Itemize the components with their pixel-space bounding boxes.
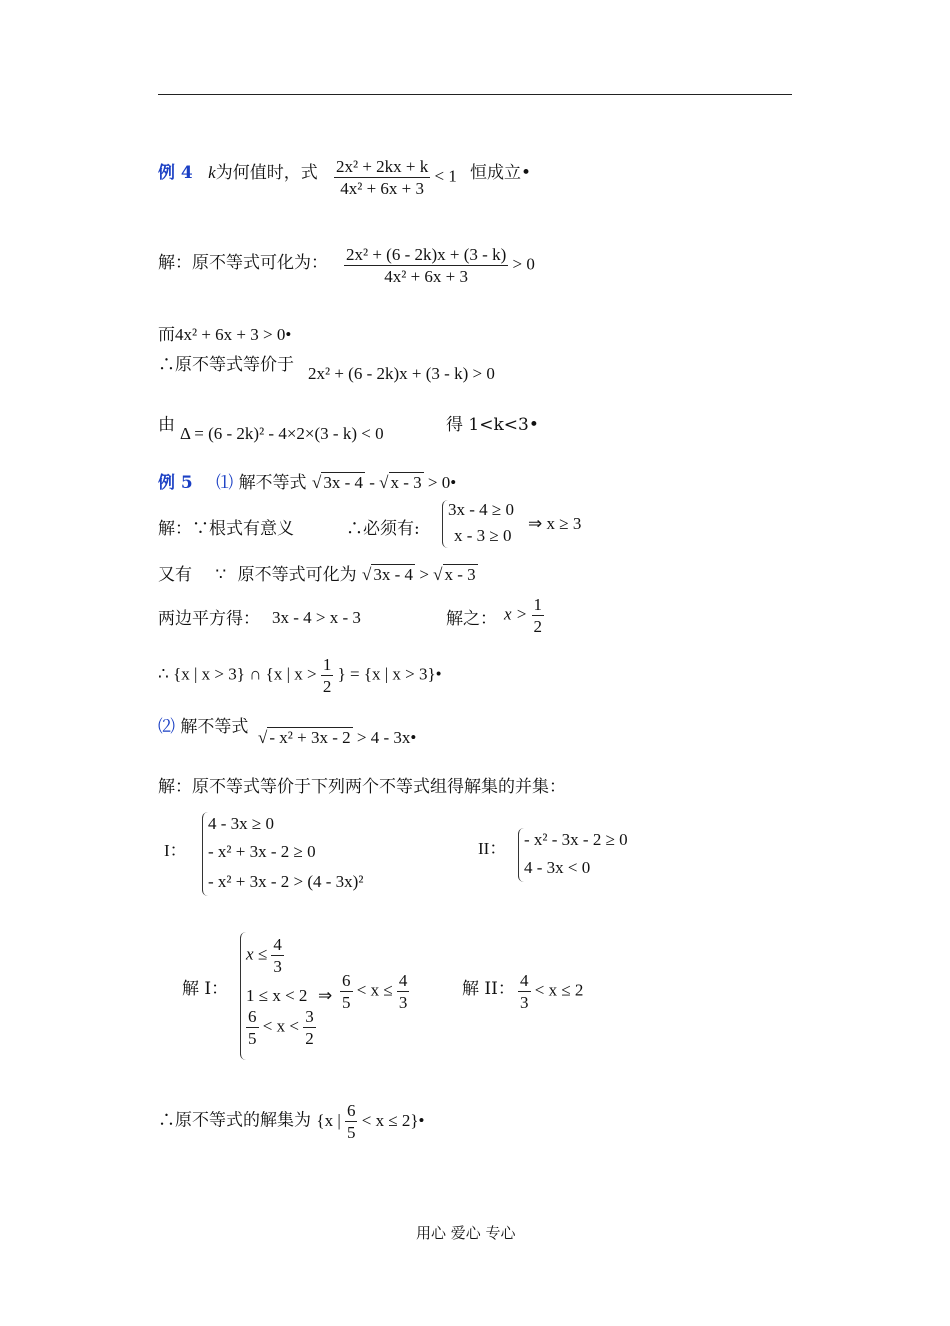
intersection-half-num: 1	[321, 654, 334, 676]
solve-1-result	[340, 970, 409, 1014]
solution-4-numerator: 2x² + (6 - 2k)x + (3 - k)	[344, 244, 508, 266]
solve-2-result	[518, 970, 583, 1014]
solve-1-row-3	[246, 1006, 316, 1050]
solution-4-line3-math: 2x² + (6 - 2k)x + (3 - k) > 0	[308, 364, 495, 383]
also-rewrite-text: 原不等式可化为	[237, 565, 357, 585]
variable-k: k	[208, 163, 216, 182]
intersection-half-den: 2	[322, 677, 332, 697]
solution-4-denominator: 4x² + 6x + 3	[384, 267, 469, 287]
page-footer: 用心 爱心 专心	[416, 1224, 516, 1242]
result-1-num: 6	[340, 970, 353, 992]
final-set-a: {x |	[316, 1110, 341, 1130]
system-2-row-2: 4 - 3x < 0	[524, 858, 591, 877]
part-1-marker: ⑴	[216, 473, 234, 493]
example-4-rhs: < 1	[434, 166, 457, 186]
row-3-num-1: 6	[246, 1006, 259, 1028]
part-2-marker: ⑵	[158, 717, 175, 737]
system-2-row-1: - x² - 3x - 2 ≥ 0	[524, 830, 628, 849]
solution-5a-lead: 解：∵根式有意义	[158, 519, 294, 539]
therefore-symbol: ∴	[158, 664, 169, 684]
condition-1: 3x - 4 ≥ 0	[448, 500, 514, 519]
line2-prefix: 而	[158, 325, 175, 345]
example-4-denominator: 4x² + 6x + 3	[340, 179, 425, 199]
example-4-line	[158, 158, 318, 183]
part-2-radicand: - x² + 3x - 2	[269, 728, 351, 747]
part-2-math: √ - x² + 3x - 2 > 4 - 3x•	[258, 728, 417, 747]
example-5-line: 例 5 ⑴ 解不等式 √ 3x - 4 - √ x - 3 > 0•	[158, 473, 457, 493]
part-2-line	[158, 712, 248, 737]
radicand-2: x - 3	[390, 473, 422, 492]
solution-4-line3-text: ∴原不等式等价于	[158, 355, 294, 375]
solve-text: 解之：	[446, 609, 497, 629]
example-5-label: 例 5	[158, 473, 193, 493]
part-1-text: 解不等式	[238, 473, 307, 493]
because-symbol: ∵	[215, 565, 227, 585]
intersection-b: } = {x | x > 3}•	[337, 664, 442, 684]
solution-4-lead: 解：原不等式可化为：	[158, 253, 328, 273]
final-line	[158, 1100, 425, 1144]
part-1-rhs: > 0•	[427, 473, 457, 492]
result-1-den-2: 3	[398, 993, 408, 1013]
solve-x: x >	[504, 604, 528, 624]
solve-1-row-1	[246, 934, 284, 978]
result-2-den: 3	[520, 993, 529, 1013]
row-3-num-2: 3	[303, 1006, 316, 1028]
part-2-text: 解不等式	[180, 717, 249, 737]
solution-4-fraction	[344, 244, 535, 288]
final-set-b: < x ≤ 2}•	[361, 1110, 425, 1130]
radicand-1: 3x - 4	[323, 473, 363, 492]
system-2-label: II：	[478, 839, 507, 858]
result-1-num-2: 4	[397, 970, 410, 992]
half-numerator: 1	[532, 594, 545, 616]
solution-4-line2	[158, 320, 291, 345]
result-2-tail: < x ≤ 2	[534, 980, 584, 1000]
solution-5b-lead: 解：原不等式等价于下列两个不等式组得解集的并集：	[158, 777, 566, 797]
solve-1-label: 解 I：	[182, 979, 229, 999]
example-4-label: 例 4	[158, 163, 193, 183]
example-4-fraction	[334, 156, 457, 200]
solve-1-implies: ⇒	[318, 986, 333, 1005]
system-1-row-2: - x² + 3x - 2 ≥ 0	[208, 842, 316, 861]
condition-2: x - 3 ≥ 0	[454, 526, 512, 545]
solution-4-result: 得 1<k<3•	[446, 415, 539, 435]
solution-4-discriminant: Δ = (6 - 2k)² - 4×2×(3 - k) < 0	[180, 424, 384, 443]
row-3-den-2: 2	[305, 1029, 314, 1049]
result-1-den: 5	[342, 993, 351, 1013]
intersection-a: {x | x > 3} ∩ {x | x >	[173, 664, 317, 684]
solve-math	[504, 594, 544, 638]
solution-4-rhs: > 0	[512, 254, 535, 274]
header-rule	[158, 94, 792, 95]
system-1-row-1: 4 - 3x ≥ 0	[208, 814, 274, 833]
half-denominator: 2	[533, 617, 543, 637]
rewrite-radicand-b: x - 3	[444, 565, 476, 584]
system-1-label: I：	[164, 841, 187, 860]
row-1-x: x ≤	[246, 944, 268, 964]
rewrite-gt: >	[419, 565, 429, 584]
condition-result: ⇒ x ≥ 3	[528, 514, 582, 533]
final-den: 5	[346, 1123, 356, 1143]
row-3-mid: < x <	[262, 1016, 299, 1036]
solve-1-row-2: 1 ≤ x < 2	[246, 986, 308, 1005]
example-4-text: 为何值时，式	[215, 163, 318, 183]
example-4-tail: 恒成立•	[470, 163, 532, 183]
row-1-num: 4	[271, 934, 284, 956]
system-1-row-3: - x² + 3x - 2 > (4 - 3x)²	[208, 872, 364, 891]
rewrite-radicand-a: 3x - 4	[373, 565, 414, 584]
final-text: ∴原不等式的解集为	[158, 1110, 311, 1131]
solution-5a-also-line: 又有 ∵ 原不等式可化为 √ 3x - 4 > √ x - 3	[158, 565, 476, 585]
result-2-num: 4	[518, 970, 531, 992]
result-1-mid: < x ≤	[356, 980, 393, 1000]
final-num: 6	[345, 1100, 358, 1122]
solution-4-line4-text: 由	[158, 415, 175, 435]
part-2-dot: •	[410, 728, 417, 747]
square-text: 两边平方得：	[158, 609, 260, 629]
example-4-numerator: 2x² + 2kx + k	[334, 156, 430, 178]
row-3-den-1: 5	[248, 1029, 257, 1049]
minus-sign: -	[369, 473, 375, 492]
solution-5a-must: ∴必须有:	[346, 519, 420, 539]
part-2-rhs: > 4 - 3x	[356, 728, 411, 747]
also-text: 又有	[158, 565, 192, 585]
square-math: 3x - 4 > x - 3	[272, 608, 361, 627]
line2-math: 4x² + 6x + 3 > 0•	[175, 325, 292, 344]
row-1-den: 3	[273, 957, 282, 977]
solve-2-label: 解 II：	[462, 979, 515, 999]
intersection-line	[158, 654, 442, 698]
